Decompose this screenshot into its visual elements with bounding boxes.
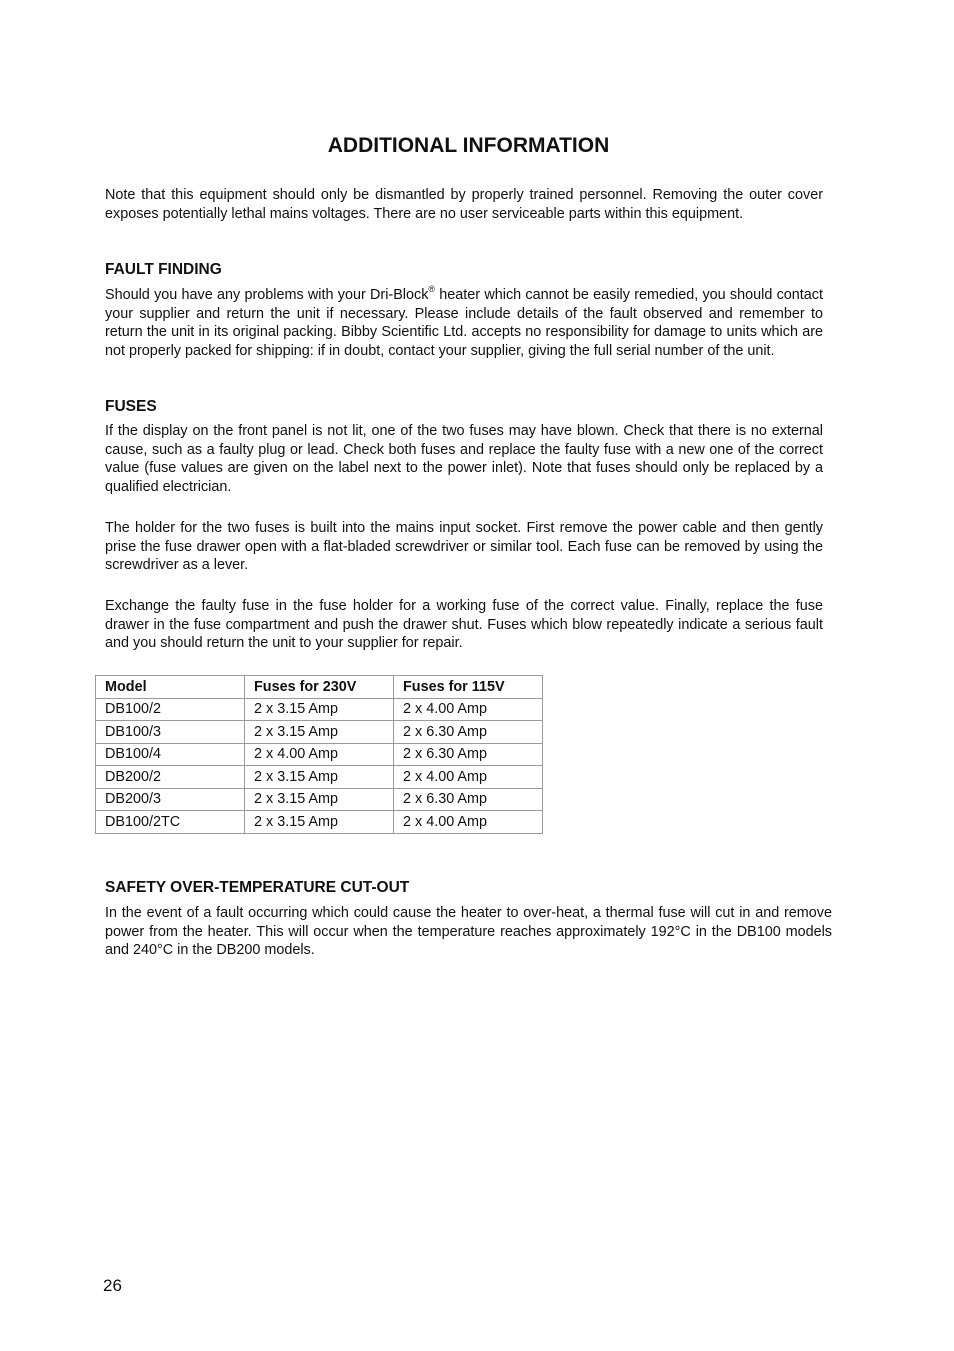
registered-mark: ® <box>428 284 436 294</box>
table-row <box>96 743 543 766</box>
fuse-115v-cell: 2 x 6.30 Amp <box>394 743 543 766</box>
safety-paragraph: In the event of a fault occurring which could cause the heater to over-heat, a thermal fuse will cut in and remove power from the heater. This will occur when the temperature reaches approximately 192°C in the DB100 models and 240°C in the DB200 models. <box>105 905 832 958</box>
fuse-115v-cell: 2 x 6.30 Amp <box>394 788 543 811</box>
model-cell: DB200/3 <box>96 788 245 811</box>
table-row <box>96 721 543 744</box>
fuse-230v-cell: 2 x 3.15 Amp <box>245 766 394 789</box>
fuse-115v-cell: 2 x 6.30 Amp <box>394 721 543 744</box>
column-header-115v: Fuses for 115V <box>394 676 543 699</box>
fault-finding-text-end: heater which cannot be easily remedied, you should contact your supplier and return the unit if necessary. Please include details of the fault observed and remember to return the unit in its original packing. Bibby Scientific Ltd. accepts no responsibility for damage to units which are not properly packed for shipping: if in doubt, contact your supplier, giving the full serial number of the unit. <box>105 287 823 359</box>
model-cell: DB100/3 <box>96 721 245 744</box>
table-row <box>96 788 543 811</box>
table-row <box>96 766 543 789</box>
fuse-230v-cell: 2 x 4.00 Amp <box>245 743 394 766</box>
fault-finding-text-start: Should you have any problems with your Dri-Block <box>105 287 429 303</box>
model-cell: DB200/2 <box>96 766 245 789</box>
fuse-230v-cell: 2 x 3.15 Amp <box>245 788 394 811</box>
safety-heading: SAFETY OVER-TEMPERATURE CUT-OUT <box>105 879 410 896</box>
model-cell: DB100/2TC <box>96 811 245 834</box>
fuse-115v-cell: 2 x 4.00 Amp <box>394 766 543 789</box>
fuse-115v-cell: 2 x 4.00 Amp <box>394 698 543 721</box>
page-title: ADDITIONAL INFORMATION <box>327 134 610 157</box>
column-header-model: Model <box>96 676 245 699</box>
model-cell: DB100/2 <box>96 698 245 721</box>
table-row <box>96 698 543 721</box>
fault-finding-paragraph <box>105 286 823 360</box>
fuses-heading: FUSES <box>105 398 157 415</box>
fuses-paragraph-2: The holder for the two fuses is built into the mains input socket. First remove the power cable and then gently prise the fuse drawer open with a flat-bladed screwdriver or similar tool. Each fuse can be removed by using the screwdriver as a lever. <box>105 520 823 573</box>
column-header-230v: Fuses for 230V <box>245 676 394 699</box>
table-row <box>96 811 543 834</box>
fuses-paragraph-3: Exchange the faulty fuse in the fuse holder for a working fuse of the correct value. Finally, replace the fuse drawer in the fuse compartment and push the drawer shut. Fuses which blow repeatedly indicate a serious fault and you should return the unit to your supplier for repair. <box>105 598 823 651</box>
fuse-230v-cell: 2 x 3.15 Amp <box>245 721 394 744</box>
intro-paragraph: Note that this equipment should only be dismantled by properly trained personnel. Removing the outer cover exposes potentially lethal mains voltages. There are no user serviceable parts within this equipment. <box>105 187 823 222</box>
fuses-paragraph-1: If the display on the front panel is not lit, one of the two fuses may have blown. Check that there is no external cause, such as a faulty plug or lead. Check both fuses and replace the faulty fuse with a new one of the correct value (fuse values are given on the label next to the power inlet). Note that fuses should only be replaced by a qualified electrician. <box>105 423 823 495</box>
model-cell: DB100/4 <box>96 743 245 766</box>
fuse-230v-cell: 2 x 3.15 Amp <box>245 698 394 721</box>
fuse-115v-cell: 2 x 4.00 Amp <box>394 811 543 834</box>
page-number: 26 <box>103 1276 122 1295</box>
fuse-table <box>95 675 543 834</box>
fuse-230v-cell: 2 x 3.15 Amp <box>245 811 394 834</box>
table-header-row <box>96 676 543 699</box>
fault-finding-heading: FAULT FINDING <box>105 261 222 278</box>
